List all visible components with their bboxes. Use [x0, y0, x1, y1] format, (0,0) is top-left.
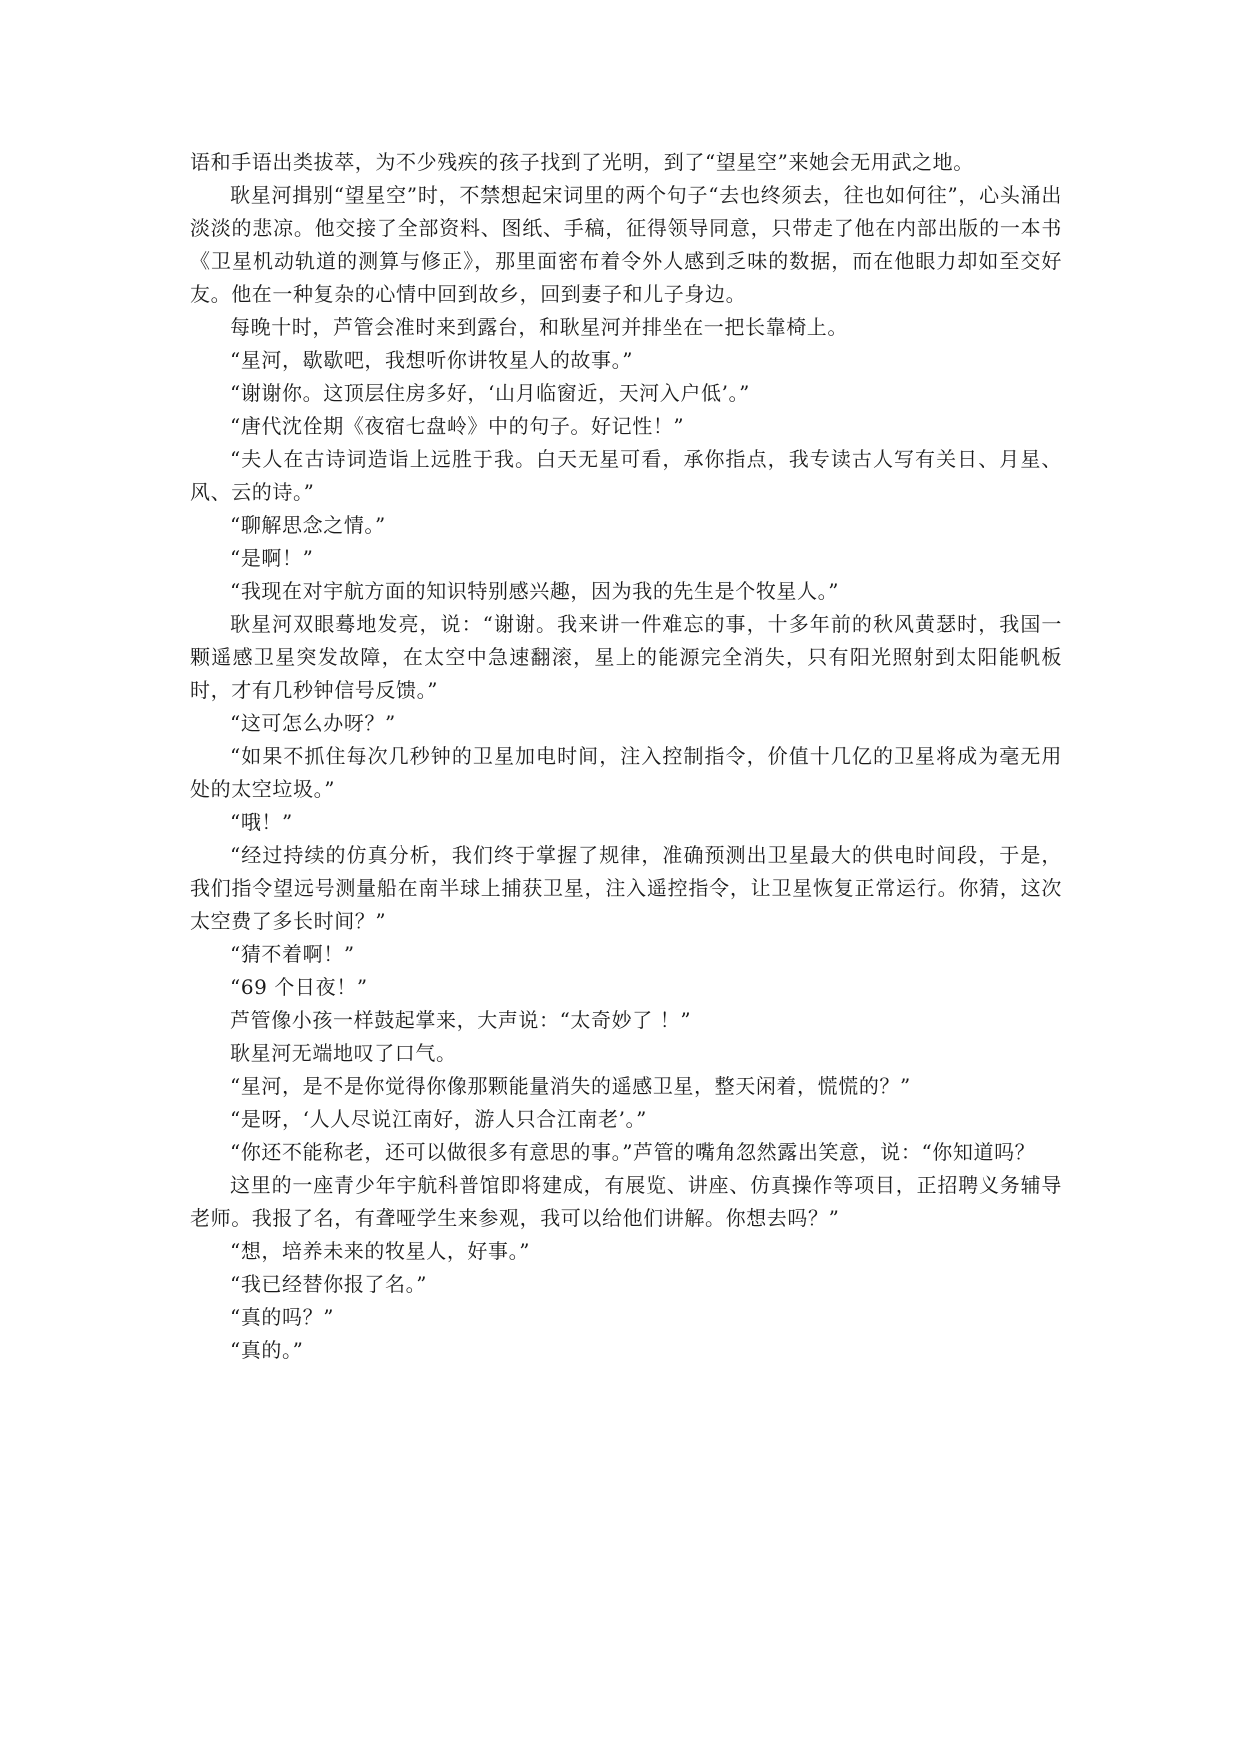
dialogue-line: “真的吗？”	[230, 1305, 335, 1329]
dialogue-line: “69 个日夜！”	[230, 975, 368, 999]
paragraph: 每晚十时，芦管会准时来到露台，和耿星河并排坐在一把长靠椅上。	[230, 315, 848, 339]
dialogue-line: “想，培养未来的牧星人，好事。”	[230, 1239, 531, 1263]
dialogue-line: “是呀，‘人人尽说江南好，游人只合江南老’。”	[230, 1107, 647, 1131]
document-page	[190, 146, 1062, 1367]
dialogue-line: “如果不抓住每次几秒钟的卫星加电时间，注入控制指令，价值十几亿的卫星将成为毫无用处的太空垃圾。”	[190, 744, 1062, 801]
dialogue-line: “星河，是不是你觉得你像那颗能量消失的遥感卫星，整天闲着，慌慌的？”	[230, 1074, 911, 1098]
paragraph: 耿星河双眼蓦地发亮，说：“谢谢。我来讲一件难忘的事，十多年前的秋风黄瑟时，我国一颗遥感卫星突发故障，在太空中急速翻滚，星上的能源完全消失，只有阳光照射到太阳能帆板时，才有几秒钟信号反馈。”	[190, 612, 1062, 702]
dialogue-line: “我现在对宇航方面的知识特别感兴趣，因为我的先生是个牧星人。”	[230, 579, 840, 603]
dialogue-line: “夫人在古诗词造诣上远胜于我。白天无星可看，承你指点，我专读古人写有关日、月星、风、云的诗。”	[190, 447, 1062, 504]
dialogue-line: “猜不着啊！”	[230, 942, 355, 966]
dialogue-line: “这可怎么办呀？”	[230, 711, 396, 735]
paragraph: 耿星河揖别“望星空”时，不禁想起宋词里的两个句子“去也终须去，往也如何往”，心头涌出淡淡的悲凉。他交接了全部资料、图纸、手稿，征得领导同意，只带走了他在内部出版的一本书《卫星机动轨道的测算与修正》，那里面密布着令外人感到乏味的数据，而在他眼力却如至交好友。他在一种复杂的心情中回到故乡，回到妻子和儿子身边。	[190, 183, 1062, 306]
dialogue-line: “聊解思念之情。”	[230, 513, 386, 537]
dialogue-line: “唐代沈佺期《夜宿七盘岭》中的句子。好记性！”	[230, 414, 685, 438]
dialogue-line: “我已经替你报了名。”	[230, 1272, 428, 1296]
paragraph: 这里的一座青少年宇航科普馆即将建成，有展览、讲座、仿真操作等项目，正招聘义务辅导老师。我报了名，有聋哑学生来参观，我可以给他们讲解。你想去吗？”	[190, 1173, 1062, 1230]
dialogue-line: “真的。”	[230, 1338, 304, 1362]
dialogue-line: “是啊！”	[230, 546, 314, 570]
dialogue-line: “星河，歇歇吧，我想听你讲牧星人的故事。”	[230, 348, 634, 372]
paragraph: 耿星河无端地叹了口气。	[230, 1041, 457, 1065]
paragraph: 芦管像小孩一样鼓起掌来，大声说：“太奇妙了 ！”	[230, 1008, 692, 1032]
dialogue-line: “经过持续的仿真分析，我们终于掌握了规律，准确预测出卫星最大的供电时间段，于是，我们指令望远号测量船在南半球上捕获卫星，注入遥控指令，让卫星恢复正常运行。你猜，这次太空费了多长时间？”	[190, 843, 1062, 933]
dialogue-line: “哦！”	[230, 810, 293, 834]
paragraph: 语和手语出类拔萃，为不少残疾的孩子找到了光明，到了“望星空”来她会无用武之地。	[190, 150, 974, 174]
dialogue-line: “你还不能称老，还可以做很多有意思的事。”芦管的嘴角忽然露出笑意，说：“你知道吗？	[230, 1140, 1036, 1164]
dialogue-line: “谢谢你。这顶层住房多好，‘山月临窗近，天河入户低’。”	[230, 381, 750, 405]
